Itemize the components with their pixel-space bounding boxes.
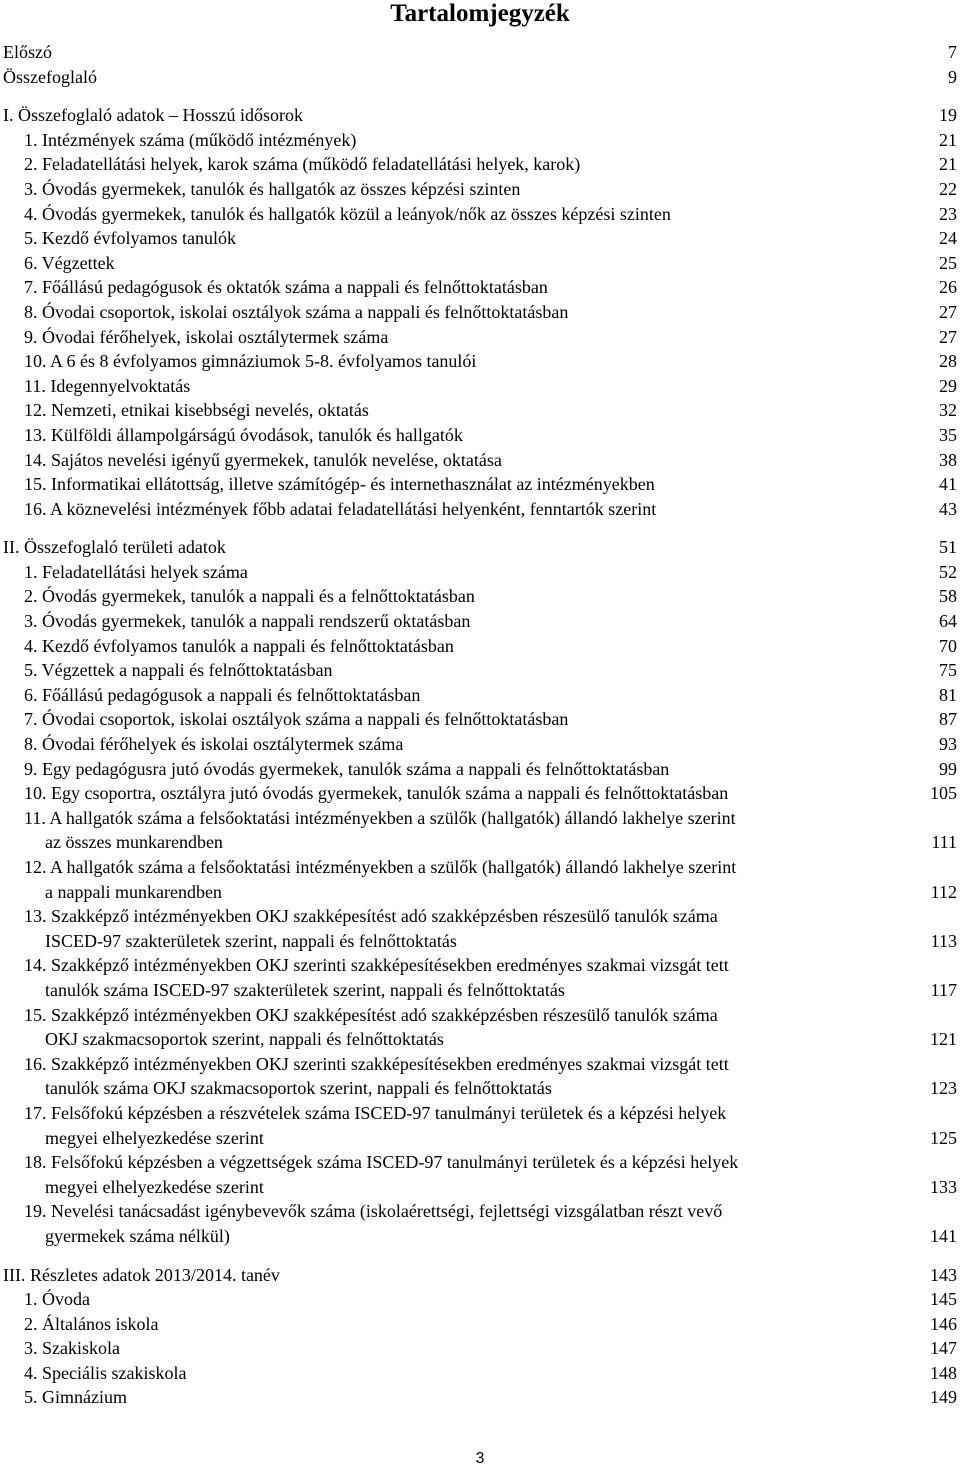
toc-entry-page-number: 28 bbox=[939, 351, 957, 372]
toc-entry[interactable] bbox=[0, 658, 960, 683]
page-title: Tartalomjegyzék bbox=[390, 0, 570, 27]
toc-entry[interactable] bbox=[0, 683, 960, 708]
toc-entry-title: a nappali munkarendben bbox=[45, 881, 222, 902]
toc-entry-title: 14. Sajátos nevelési igényű gyermekek, tanulók nevelése, oktatása bbox=[24, 449, 502, 470]
toc-entry-page-number: 112 bbox=[930, 881, 957, 902]
toc-entry-title: 6. Főállású pedagógusok a nappali és felnőttoktatásban bbox=[24, 684, 421, 705]
toc-entry[interactable] bbox=[0, 1052, 960, 1077]
toc-entry-title: 19. Nevelési tanácsadást igénybevevők száma (iskolaérettségi, fejlettségi vizsgálatban részt vevő bbox=[24, 1201, 723, 1222]
toc-entry-title: 3. Szakiskola bbox=[24, 1338, 120, 1359]
toc-entry-title: 7. Óvodai csoportok, iskolai osztályok száma a nappali és felnőttoktatásban bbox=[24, 709, 569, 730]
toc-entry-page-number: 147 bbox=[930, 1338, 957, 1359]
toc-entry-title: 11. A hallgatók száma a felsőoktatási intézményekben a szülők (hallgatók) állandó lakhelye szerint bbox=[24, 807, 736, 828]
toc-entry[interactable] bbox=[0, 472, 960, 497]
toc-entry[interactable] bbox=[0, 978, 960, 1003]
toc-entry[interactable] bbox=[0, 904, 960, 929]
toc-entry[interactable] bbox=[0, 1175, 960, 1200]
toc-entry[interactable] bbox=[0, 880, 960, 905]
toc-entry-page-number: 123 bbox=[930, 1078, 957, 1099]
toc-entry[interactable] bbox=[0, 177, 960, 202]
toc-entry-title: 13. Külföldi állampolgárságú óvodások, tanulók és hallgatók bbox=[24, 424, 463, 445]
toc-entry-page-number: 146 bbox=[930, 1313, 957, 1334]
toc-entry-page-number: 105 bbox=[930, 783, 957, 804]
toc-entry-page-number: 121 bbox=[930, 1029, 957, 1050]
toc-entry-title: 2. Általános iskola bbox=[24, 1313, 159, 1334]
toc-entry-title: 8. Óvodai férőhelyek és iskolai osztálytermek száma bbox=[24, 734, 404, 755]
toc-entry-page-number: 22 bbox=[939, 178, 957, 199]
toc-entry-title: 17. Felsőfokú képzésben a részvételek száma ISCED-97 tanulmányi területek és a képzési helyek bbox=[24, 1102, 727, 1123]
toc-entry-title: tanulók száma ISCED-97 szakterületek szerint, nappali és felnőttoktatás bbox=[45, 979, 565, 1000]
toc-entry-title: 9. Egy pedagógusra jutó óvodás gyermekek, tanulók száma a nappali és felnőttoktatásban bbox=[24, 758, 670, 779]
toc-entry[interactable] bbox=[0, 423, 960, 448]
toc-entry[interactable] bbox=[0, 349, 960, 374]
toc-entry[interactable] bbox=[0, 609, 960, 634]
toc-entry-title: 1. Feladatellátási helyek száma bbox=[24, 561, 248, 582]
toc-entry-title: 5. Kezdő évfolyamos tanulók bbox=[24, 228, 236, 249]
toc-entry-title: 4. Óvodás gyermekek, tanulók és hallgatók közül a leányok/nők az összes képzési szinten bbox=[24, 203, 671, 224]
toc-entry[interactable] bbox=[0, 300, 960, 325]
toc-entry-title: 1. Intézmények száma (működő intézmények) bbox=[24, 129, 357, 150]
toc-entry-title: megyei elhelyezkedése szerint bbox=[45, 1127, 264, 1148]
toc-entry-page-number: 51 bbox=[939, 537, 957, 558]
toc-entry[interactable] bbox=[0, 275, 960, 300]
toc-entry-title: 3. Óvodás gyermekek, tanulók és hallgatók az összes képzési szinten bbox=[24, 178, 521, 199]
toc-entry[interactable] bbox=[0, 1027, 960, 1052]
toc-entry[interactable] bbox=[0, 202, 960, 227]
toc-section-entry[interactable] bbox=[0, 535, 960, 560]
toc-entry[interactable] bbox=[0, 398, 960, 423]
toc-entry-page-number: 75 bbox=[939, 660, 957, 681]
toc-entry-page-number: 25 bbox=[939, 252, 957, 273]
toc-entry-title: 2. Feladatellátási helyek, karok száma (működő feladatellátási helyek, karok) bbox=[24, 154, 581, 175]
toc-entry[interactable] bbox=[0, 152, 960, 177]
toc-entry-title: tanulók száma OKJ szakmacsoportok szerint, nappali és felnőttoktatás bbox=[45, 1078, 552, 1099]
toc-entry-title: 9. Óvodai férőhelyek, iskolai osztálytermek száma bbox=[24, 326, 389, 347]
toc-entry[interactable] bbox=[0, 707, 960, 732]
toc-entry-page-number: 145 bbox=[930, 1289, 957, 1310]
toc-entry[interactable] bbox=[0, 781, 960, 806]
toc-entry-page-number: 29 bbox=[939, 375, 957, 396]
toc-entry[interactable] bbox=[0, 1224, 960, 1249]
toc-entry[interactable] bbox=[0, 584, 960, 609]
toc-entry-title: 5. Gimnázium bbox=[24, 1387, 127, 1408]
toc-entry-page-number: 21 bbox=[939, 154, 957, 175]
toc-entry-title: 13. Szakképző intézményekben OKJ szakképesítést adó szakképzésben részesülő tanulók száma bbox=[24, 906, 718, 927]
toc-entry[interactable] bbox=[0, 634, 960, 659]
toc-entry-page-number: 64 bbox=[939, 611, 957, 632]
toc-entry-page-number: 141 bbox=[930, 1225, 957, 1246]
toc-entry[interactable] bbox=[0, 1361, 960, 1386]
toc-entry-title: 15. Informatikai ellátottság, illetve számítógép- és internethasználat az intézményekben bbox=[24, 474, 655, 495]
toc-entry-title: 4. Speciális szakiskola bbox=[24, 1362, 187, 1383]
toc-entry[interactable] bbox=[0, 560, 960, 585]
toc-entry-page-number: 99 bbox=[939, 758, 957, 779]
toc-entry[interactable] bbox=[0, 855, 960, 880]
toc-section-entry[interactable] bbox=[0, 40, 960, 65]
toc-entry[interactable] bbox=[0, 732, 960, 757]
toc-entry-page-number: 93 bbox=[939, 734, 957, 755]
toc-entry-title: 4. Kezdő évfolyamos tanulók a nappali és felnőttoktatásban bbox=[24, 635, 454, 656]
toc-entry-page-number: 143 bbox=[930, 1264, 957, 1285]
toc-entry[interactable] bbox=[0, 497, 960, 522]
toc-entry-page-number: 35 bbox=[939, 424, 957, 445]
toc-entry-page-number: 87 bbox=[939, 709, 957, 730]
toc-entry-page-number: 19 bbox=[939, 105, 957, 126]
toc-entry-page-number: 32 bbox=[939, 400, 957, 421]
toc-entry[interactable] bbox=[0, 1003, 960, 1028]
toc-entry[interactable] bbox=[0, 929, 960, 954]
toc-entry-page-number: 43 bbox=[939, 498, 957, 519]
toc-entry-page-number: 113 bbox=[930, 930, 957, 951]
toc-entry-page-number: 117 bbox=[930, 979, 957, 1000]
toc-entry-page-number: 52 bbox=[939, 561, 957, 582]
toc-entry-page-number: 148 bbox=[930, 1362, 957, 1383]
toc-section-entry[interactable] bbox=[0, 65, 960, 90]
toc-entry-page-number: 21 bbox=[939, 129, 957, 150]
toc-entry-page-number: 111 bbox=[931, 832, 957, 853]
toc-entry-title: 3. Óvodás gyermekek, tanulók a nappali rendszerű oktatásban bbox=[24, 611, 471, 632]
toc-entry-page-number: 149 bbox=[930, 1387, 957, 1408]
toc-entry[interactable] bbox=[0, 251, 960, 276]
toc-entry-title: II. Összefoglaló területi adatok bbox=[3, 537, 226, 558]
toc-entry[interactable] bbox=[0, 830, 960, 855]
toc-entry-title: 2. Óvodás gyermekek, tanulók a nappali és a felnőttoktatásban bbox=[24, 586, 475, 607]
toc-entry-title: 16. A köznevelési intézmények főbb adatai feladatellátási helyenként, fenntartók szerint bbox=[24, 498, 657, 519]
toc-entry[interactable] bbox=[0, 325, 960, 350]
toc-entry[interactable] bbox=[0, 448, 960, 473]
toc-entry-title: 15. Szakképző intézményekben OKJ szakképesítést adó szakképzésben részesülő tanulók száma bbox=[24, 1004, 718, 1025]
toc-entry-title: 18. Felsőfokú képzésben a végzettségek száma ISCED-97 tanulmányi területek és a képzési helyek bbox=[24, 1152, 739, 1173]
toc-entry[interactable] bbox=[0, 128, 960, 153]
toc-section-entry[interactable] bbox=[0, 1263, 960, 1288]
toc-entry-page-number: 125 bbox=[930, 1127, 957, 1148]
toc-entry[interactable] bbox=[0, 1385, 960, 1410]
toc-entry[interactable] bbox=[0, 226, 960, 251]
toc-entry-page-number: 9 bbox=[948, 66, 957, 87]
toc-entry-title: 10. A 6 és 8 évfolyamos gimnáziumok 5-8. évfolyamos tanulói bbox=[24, 351, 477, 372]
toc-entry-page-number: 24 bbox=[939, 228, 957, 249]
toc-entry-title: Előszó bbox=[3, 42, 52, 62]
toc-entry-title: III. Részletes adatok 2013/2014. tanév bbox=[3, 1264, 280, 1285]
toc-entry[interactable] bbox=[0, 1336, 960, 1361]
toc-entry[interactable] bbox=[0, 806, 960, 831]
toc-entry[interactable] bbox=[0, 1101, 960, 1126]
toc-entry-title: 12. A hallgatók száma a felsőoktatási intézményekben a szülők (hallgatók) állandó lakhelye szerint bbox=[24, 857, 737, 877]
toc-entry-page-number: 58 bbox=[939, 586, 957, 607]
toc-entry-page-number: 38 bbox=[939, 449, 957, 470]
toc-entry[interactable] bbox=[0, 1126, 960, 1151]
toc-entry-title: 16. Szakképző intézményekben OKJ szerinti szakképesítésekben eredményes szakmai vizsgát tett bbox=[24, 1053, 729, 1074]
toc-entry-title: megyei elhelyezkedése szerint bbox=[45, 1176, 264, 1197]
toc-entry-title: I. Összefoglaló adatok – Hosszú idősorok bbox=[3, 105, 303, 126]
toc-entry[interactable] bbox=[0, 757, 960, 782]
toc-entry-page-number: 23 bbox=[939, 203, 957, 224]
toc-entry-title: 6. Végzettek bbox=[24, 252, 115, 273]
toc-entry-page-number: 27 bbox=[939, 301, 957, 322]
toc-entry[interactable] bbox=[0, 1287, 960, 1312]
toc-entry-page-number: 7 bbox=[948, 42, 957, 62]
table-of-contents bbox=[0, 40, 960, 1410]
toc-entry-page-number: 133 bbox=[930, 1176, 957, 1197]
toc-entry-title: 5. Végzettek a nappali és felnőttoktatásban bbox=[24, 660, 333, 681]
toc-entry-title: 11. Idegennyelvoktatás bbox=[24, 375, 191, 396]
toc-entry[interactable] bbox=[0, 1199, 960, 1224]
toc-entry-page-number: 27 bbox=[939, 326, 957, 347]
toc-entry-page-number: 70 bbox=[939, 635, 957, 656]
page-number: 3 bbox=[475, 1450, 485, 1467]
toc-entry[interactable] bbox=[0, 1312, 960, 1337]
toc-entry-page-number: 26 bbox=[939, 277, 957, 298]
toc-entry[interactable] bbox=[0, 953, 960, 978]
toc-entry-title: 1. Óvoda bbox=[24, 1289, 90, 1310]
toc-entry-title: 14. Szakképző intézményekben OKJ szerinti szakképesítésekben eredményes szakmai vizsgát tett bbox=[24, 955, 729, 976]
toc-entry-page-number: 41 bbox=[939, 474, 957, 495]
toc-entry[interactable] bbox=[0, 374, 960, 399]
toc-entry-title: Összefoglaló bbox=[3, 66, 97, 87]
toc-entry-title: 10. Egy csoportra, osztályra jutó óvodás gyermekek, tanulók száma a nappali és felnőttoktatásban bbox=[24, 783, 729, 804]
toc-entry-title: az összes munkarendben bbox=[45, 832, 223, 853]
toc-entry-title: 12. Nemzeti, etnikai kisebbségi nevelés, oktatás bbox=[24, 400, 369, 421]
toc-entry-page-number: 81 bbox=[939, 684, 957, 705]
toc-entry-title: ISCED-97 szakterületek szerint, nappali és felnőttoktatás bbox=[45, 930, 457, 951]
toc-entry-title: 7. Főállású pedagógusok és oktatók száma a nappali és felnőttoktatásban bbox=[24, 277, 548, 298]
toc-entry-title: OKJ szakmacsoportok szerint, nappali és felnőttoktatás bbox=[45, 1029, 444, 1050]
toc-section-entry[interactable] bbox=[0, 103, 960, 128]
toc-entry-title: gyermekek száma nélkül) bbox=[45, 1225, 230, 1246]
toc-entry-title: 8. Óvodai csoportok, iskolai osztályok száma a nappali és felnőttoktatásban bbox=[24, 301, 569, 322]
toc-entry[interactable] bbox=[0, 1150, 960, 1175]
toc-entry[interactable] bbox=[0, 1076, 960, 1101]
